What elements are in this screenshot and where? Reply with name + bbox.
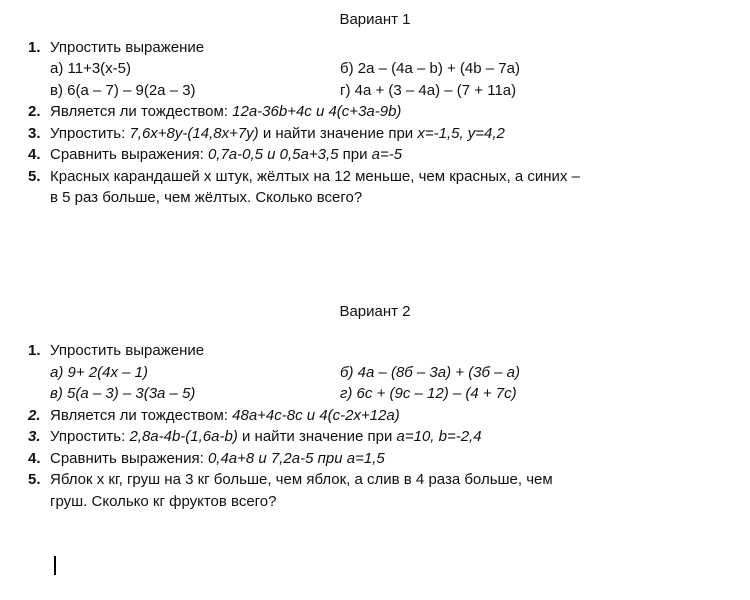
item-label: Является ли тождеством: (50, 103, 233, 120)
subitem-v: в) 6(a – 7) – 9(2a – 3) (50, 81, 196, 99)
subitem-b: б) 4a – (8б – 3a) + (3б – a) (340, 363, 520, 381)
v2-item3 (0, 426, 750, 448)
v2-item4 (0, 448, 750, 470)
variant2-title: Вариант 2 (339, 302, 411, 320)
subitem-a: а) 9+ 2(4x – 1) (50, 363, 148, 381)
subitem-g: г) 4a + (3 – 4a) – (7 + 11a) (340, 81, 517, 99)
item-number: 2. (28, 103, 41, 120)
item-number: 3. (28, 124, 41, 142)
item-number: 1. (28, 342, 41, 359)
item-text (50, 144, 750, 166)
v1-item3 (0, 123, 750, 145)
subitem-g: г) 6c + (9c – 12) – (4 + 7c) (340, 385, 517, 402)
subitem-b: б) 2a – (4a – b) + (4b – 7a) (340, 60, 520, 77)
v1-item1-row2 (0, 80, 750, 102)
item-mid-text: и найти значение при (258, 124, 418, 142)
v2-item1 (0, 340, 750, 362)
item-mid-text: при (313, 449, 347, 467)
v2-item1-row2 (0, 383, 750, 405)
item-label: Сравнить выражения: (50, 449, 208, 467)
item-number: 1. (28, 38, 41, 56)
item-expression: 0,7a-0,5 и 0,5a+3,5 (207, 146, 339, 163)
item-expression: 2,8a-4b-(1,6a-b) (129, 428, 238, 445)
v1-item1-row1 (0, 58, 750, 80)
subitem-a: а) 11+3(x-5) (50, 60, 132, 77)
v1-item2 (0, 101, 750, 123)
v1-item1 (0, 37, 750, 59)
item-condition: a=1,5 (346, 449, 385, 467)
v2-item5 (0, 469, 750, 512)
word-problem-line2: в 5 раз больше, чем жёлтых. Сколько всего? (50, 189, 363, 206)
item-label: Упростить: (50, 428, 130, 445)
item-mid-text: при (338, 146, 372, 163)
item-text (50, 469, 750, 512)
item-text (50, 166, 750, 209)
v2-item1-row1 (0, 362, 750, 384)
item-number: 5. (28, 167, 41, 185)
item-condition: a=10, b=-2,4 (396, 428, 482, 445)
item-condition: a=-5 (371, 146, 403, 163)
item-expression: 0,4a+8 и 7,2a-5 (207, 449, 314, 467)
subitem-v: в) 5(a – 3) – 3(3a – 5) (50, 385, 196, 402)
cursor-line (0, 556, 750, 577)
item-number: 5. (28, 471, 41, 488)
item-number: 3. (28, 428, 41, 445)
item-text (50, 123, 750, 145)
v2-item2 (0, 405, 750, 427)
item-text (50, 426, 750, 448)
item-text: Упростить выражение (50, 342, 205, 359)
word-problem-line2: груш. Сколько кг фруктов всего? (50, 492, 277, 510)
word-problem-line1: Яблок x кг, груш на 3 кг больше, чем яблок, а слив в 4 раза больше, чем (50, 471, 553, 488)
item-label: Сравнить выражения: (50, 146, 208, 163)
item-expression: 12a-36b+4c и 4(c+3a-9b) (232, 103, 402, 120)
item-expression: 7,6x+8y-(14,8x+7y) (129, 124, 259, 142)
item-text (50, 101, 750, 123)
item-label: Является ли тождеством: (50, 406, 233, 424)
item-number: 4. (28, 449, 41, 467)
item-mid-text: и найти значение при (237, 428, 397, 445)
item-text (50, 448, 750, 470)
item-label: Упростить: (50, 124, 130, 142)
v1-item5 (0, 166, 750, 209)
item-number: 4. (28, 146, 41, 163)
word-problem-line1: Красных карандашей x штук, жёлтых на 12 меньше, чем красных, а синих – (50, 167, 580, 185)
variant1-title: Вариант 1 (339, 11, 411, 28)
item-text (50, 405, 750, 427)
item-condition: x=-1,5, y=4,2 (417, 124, 505, 142)
text-cursor (54, 556, 56, 575)
item-expression: 48a+4c-8c и 4(c-2x+12a) (232, 406, 400, 424)
v1-item4 (0, 144, 750, 166)
item-text: Упростить выражение (50, 38, 205, 56)
item-number: 2. (28, 406, 41, 424)
